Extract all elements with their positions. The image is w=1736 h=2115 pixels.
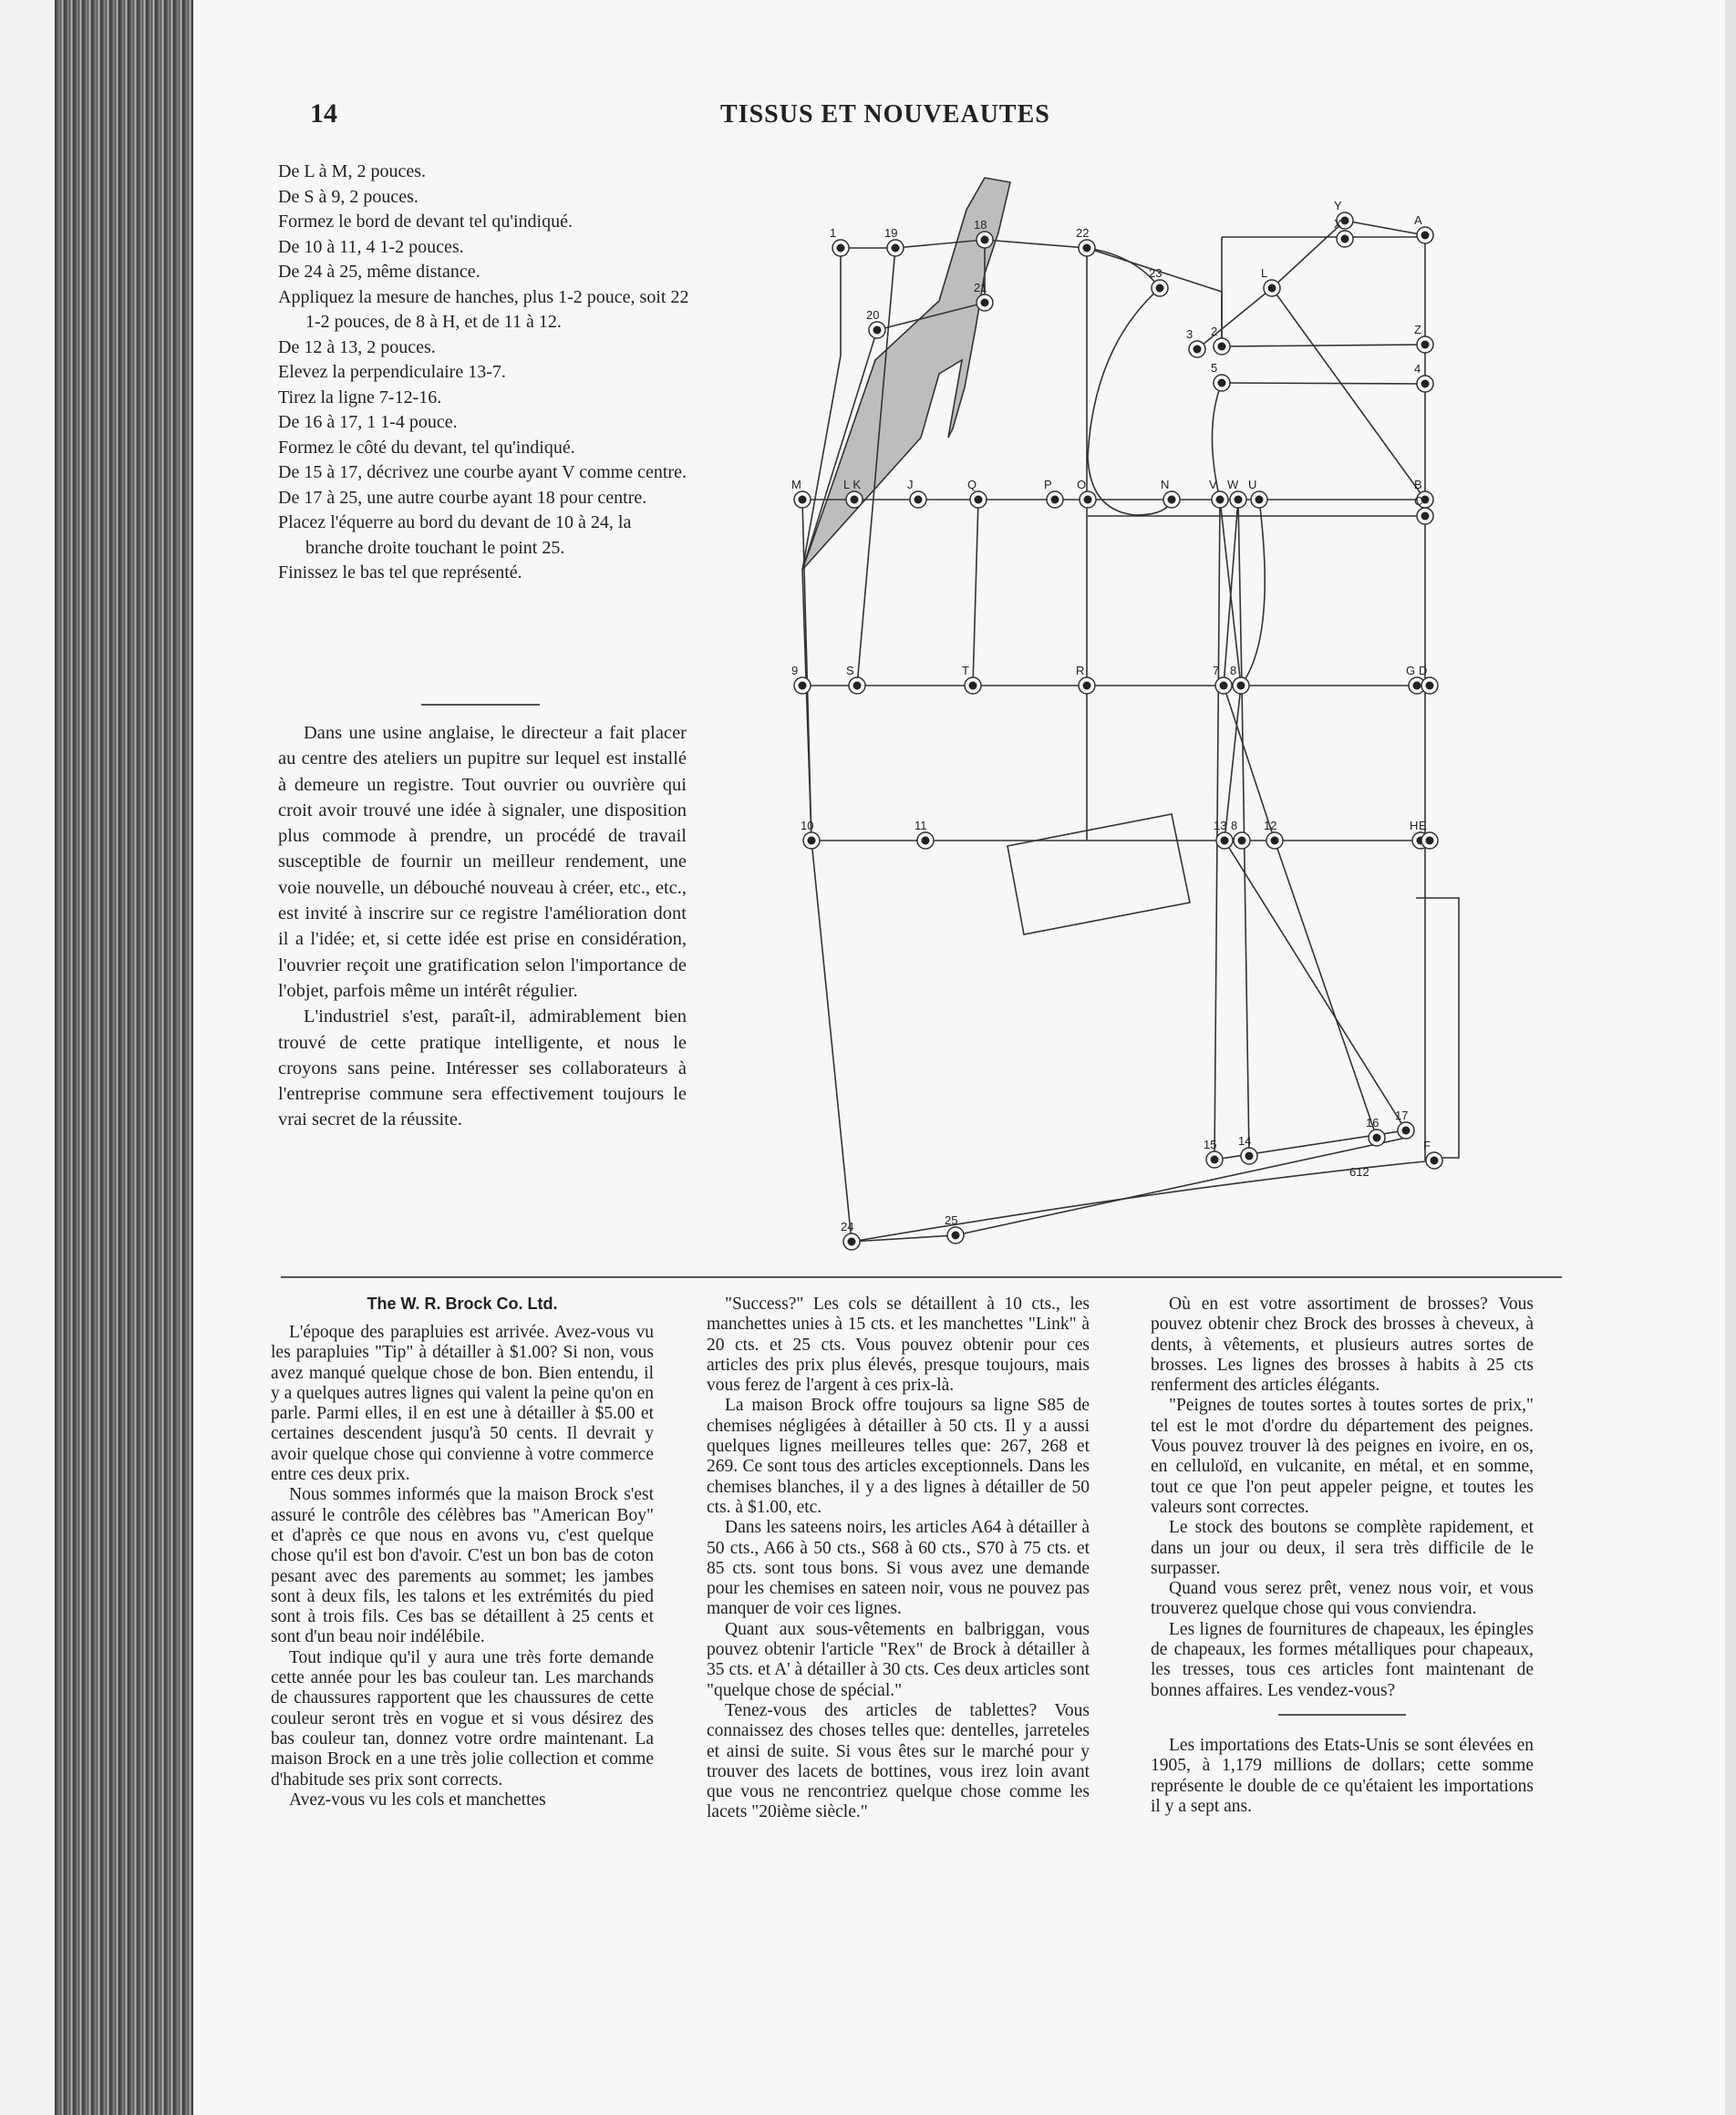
brock-column-1 <box>271 1295 654 1811</box>
pattern-point-label: C <box>1414 494 1423 508</box>
pattern-instructions <box>278 160 693 586</box>
article-paragraph: Le stock des boutons se complète rapidement, et dans un jour ou deux, il sera très difficile de le surpasser. <box>1151 1518 1534 1578</box>
pattern-point <box>914 819 934 849</box>
pattern-point-label: O <box>1077 478 1087 491</box>
instruction-step: Formez le bord de devant tel qu'indiqué. <box>278 212 573 232</box>
article-paragraph: Dans une usine anglaise, le directeur a fait placer au centre des ateliers un pupitre sur lequel est installé à demeure un registre. Tout ouvrier ou ouvrière qui croit avoir trouvé une idée à signaler, une disposition plus commode à prendre, un procédé de travail susceptible de fournir un meilleur rendement, une voie nouvelle, un débouché nouveau à créer, etc., etc., est invité à inscrire sur ce registre l'amélioration dont il a l'idée; et, si cette idée est prise en considération, l'ouvrier reçoit une gratification selon l'importance de l'objet, parfois même un intérêt régulier. <box>278 723 687 1001</box>
pattern-point-label: H <box>1410 819 1419 832</box>
instruction-step: Elevez la perpendiculaire 13-7. <box>278 362 506 382</box>
pattern-point-label: 1 <box>830 226 837 240</box>
pattern-point-label: 24 <box>841 1220 854 1233</box>
pattern-point-label: W <box>1227 478 1239 491</box>
pattern-point-label: 10 <box>801 819 814 832</box>
section-divider <box>281 1276 1562 1278</box>
pattern-point-label: 18 <box>974 218 987 232</box>
pattern-point-label: P <box>1044 478 1052 491</box>
pattern-point-label: M <box>791 478 801 491</box>
instruction-step: De S à 9, 2 pouces. <box>278 186 418 207</box>
article-paragraph: L'industriel s'est, paraît-il, admirablement bien trouvé de cette pratique intelligente, et nous le croyons sans peine. Intéresser ses collaborateurs à l'entreprise commune sera effectivement toujours le vrai secret de la réussite. <box>278 1006 687 1130</box>
pattern-point <box>1214 819 1233 849</box>
pattern-point-label: B <box>1414 478 1422 491</box>
instruction-step: De 10 à 11, 4 1-2 pouces. <box>278 236 464 257</box>
pattern-point <box>1414 323 1433 353</box>
article-paragraph: Tout indique qu'il y aura une très forte demande cette année pour les bas couleur tan. Les marchands de chaussures rapportent que les chaussures de cette couleur seront très en vogue et si vous désirez des bas couleur tan, donnez votre ordre maintenant. La maison Brock en a une très jolie collection et comme d'habitude ses prix sont corrects. <box>271 1647 654 1790</box>
pattern-point <box>967 478 987 508</box>
pattern-point-label: F <box>1423 1139 1431 1152</box>
pattern-point <box>1149 266 1168 296</box>
article-paragraph: Les lignes de fournitures de chapeaux, les épingles de chapeaux, les formes métalliques pour chapeaux, les tresses, tous ces articles font maintenant de bonnes affaires. Les vendez-vous? <box>1151 1619 1534 1700</box>
pattern-point-label: 14 <box>1238 1134 1252 1148</box>
article-paragraph: La maison Brock offre toujours sa ligne S85 de chemises négligées à détailler à 50 cts. Il y a aussi quelques lignes meilleures telles que: 267, 268 et 269. Ce sont tous des articles exceptionnels. Dans les chemises blanches, il y a des lignes à détailler de 50 cts. à $1.00, etc. <box>707 1396 1090 1517</box>
pattern-point-label: 15 <box>1204 1138 1217 1151</box>
pattern-point-label: S <box>846 664 854 677</box>
pattern-point <box>830 226 849 256</box>
pattern-point-label: 11 <box>914 819 927 832</box>
pattern-point <box>1395 1109 1414 1139</box>
pattern-point-label: 2 <box>1211 325 1218 338</box>
instruction-step: De L à M, 2 pouces. <box>278 161 426 181</box>
book-left-margin <box>0 0 55 2115</box>
pattern-point <box>907 478 926 508</box>
pattern-point-label: 23 <box>1149 266 1162 280</box>
short-divider <box>1278 1714 1406 1716</box>
pattern-point <box>1186 327 1205 357</box>
pattern-point-label: R <box>1076 664 1085 677</box>
pattern-point-label: L <box>1261 266 1268 280</box>
pattern-point <box>1414 213 1433 243</box>
instruction-step: De 12 à 13, 2 pouces. <box>278 336 436 357</box>
pattern-point-label: 21 <box>974 281 987 294</box>
pattern-point-label: 8 <box>1231 819 1238 832</box>
pattern-point-label: E <box>1419 819 1427 832</box>
article-paragraph: Nous sommes informés que la maison Brock s'est assuré le contrôle des célèbres bas "American Boy" et d'après ce que nous en avons vu, c'est quelque chose qu'il est bon d'avoir. C'est un bon bas de coton pesant avec des parements au sommet; les jambes sont à deux fils, les talons et les extrémités du pied sont à trois fils. Ces bas se détaillent à 25 cents et sont d'un beau noir indélébile. <box>271 1485 654 1647</box>
pattern-point <box>945 1213 964 1243</box>
instruction-step: De 24 à 25, même distance. <box>278 262 480 282</box>
brock-column-2 <box>707 1295 1090 1823</box>
pattern-point-label: 25 <box>945 1213 958 1227</box>
article-paragraph: Tenez-vous des articles de tablettes? Vous connaissez des choses telles que: dentelles, jarreteles et ainsi de suite. Si vous êtes sur le marché pour y trouver des lacets de bottines, vous irez loin avant que vous ne rencontriez quelque chose comme les lacets "20ième siècle." <box>707 1700 1090 1822</box>
pattern-point-label: D <box>1419 664 1428 677</box>
pattern-point <box>1414 362 1433 392</box>
pattern-point-label: Q <box>967 478 977 491</box>
article-paragraph: Quand vous serez prêt, venez nous voir, et vous trouverez quelque chose qui vous conviendra. <box>1151 1579 1534 1619</box>
pattern-point-label: A <box>1414 213 1422 227</box>
pattern-point <box>1044 478 1063 508</box>
article-paragraph: Les importations des Etats-Unis se sont élevées en 1905, à 1,179 millions de dollars; cette somme représente le double de ce qu'étaient les importations il y a sept ans. <box>1151 1735 1534 1816</box>
pattern-point-label: 5 <box>1211 361 1218 375</box>
pattern-point <box>1204 1138 1223 1168</box>
brock-column-3 <box>1151 1295 1534 1817</box>
instruction-step: Tirez la ligne 7-12-16. <box>278 387 442 408</box>
pattern-point <box>1238 1134 1257 1164</box>
pattern-point-label: 17 <box>1395 1109 1409 1122</box>
article-paragraph: Dans les sateens noirs, les articles A64 à détailler à 50 cts., A66 à 50 cts., S68 à 60 cts., S70 à 75 cts. et 85 cts. sont tous bons. Si vous avez une demande pour les chemises en sateen noir, vous ne pouvez pas manquer de voir ces lignes. <box>707 1518 1090 1619</box>
pattern-point-label: 4 <box>1414 362 1421 376</box>
pattern-point <box>1209 478 1228 508</box>
pattern-point-label: 3 <box>1186 327 1194 341</box>
pattern-point-label: 20 <box>866 308 880 322</box>
pattern-point <box>1423 1139 1442 1169</box>
pattern-point-label: V <box>1209 478 1217 491</box>
running-head: TISSUS ET NOUVEAUTES <box>720 100 1050 129</box>
pattern-point <box>866 308 885 338</box>
pattern-point <box>1076 226 1095 256</box>
pattern-point-label: N <box>1161 478 1170 491</box>
pattern-point-label: Z <box>1414 323 1421 336</box>
pattern-point <box>1211 325 1230 355</box>
page-number: 14 <box>310 98 337 129</box>
garment-pattern-diagram <box>784 169 1463 1263</box>
article-paragraph: L'époque des parapluies est arrivée. Avez-vous vu les parapluies "Tip" à détailler à $1.00? Si non, vous avez manqué quelque chose de bon. Bien entendu, il y a quelques autres lignes qui valent la peine qu'on en parle. Parmi elles, il en est une à détailler à $5.00 et certaines descendent jusqu'à 50 cents. Il devrait y avoir quelque chose qui convienne à votre commerce entre ces deux prix. <box>271 1323 654 1485</box>
instruction-step: Formez le côté du devant, tel qu'indiqué. <box>278 437 575 458</box>
article-paragraph: Où en est votre assortiment de brosses? Vous pouvez obtenir chez Brock des brosses à cheveux, à dents, à vêtements, et plusieurs autres sortes de brosses. Les lignes des brosses à habits à 25 cts renferment des articles élégants. <box>1151 1295 1534 1396</box>
short-divider <box>421 704 540 706</box>
pattern-point-label: 16 <box>1366 1116 1380 1130</box>
pattern-point-label: 19 <box>884 226 898 240</box>
article-paragraph: Avez-vous vu les cols et manchettes <box>289 1790 546 1810</box>
pattern-point-label: 8 <box>1230 664 1237 677</box>
pattern-point-label: G <box>1406 664 1416 677</box>
instruction-step: De 16 à 17, 1 1-4 pouce. <box>278 412 458 432</box>
article-heading: The W. R. Brock Co. Ltd. <box>367 1295 558 1313</box>
pattern-point-label: L K <box>843 478 862 491</box>
pattern-point <box>1211 361 1230 391</box>
pattern-point <box>1227 478 1246 508</box>
instruction-step: De 17 à 25, une autre courbe ayant 18 pour centre. <box>278 487 647 508</box>
pattern-point <box>1264 819 1283 849</box>
instruction-step: Finissez le bas tel que représenté. <box>278 562 522 583</box>
factory-suggestion-article <box>278 720 687 1133</box>
pattern-point <box>884 226 904 256</box>
article-paragraph: Quant aux sous-vêtements en balbriggan, vous pouvez obtenir l'article "Rex" de Brock à détailler à 35 cts. et A' à détailler à 30 cts. Ces deux articles sont "quelque chose de spécial." <box>707 1619 1090 1700</box>
instruction-step: Placez l'équerre au bord du devant de 10 à 24, la branche droite touchant le point 25. <box>278 512 632 558</box>
pattern-point <box>1261 266 1280 296</box>
pattern-point <box>1248 478 1267 508</box>
article-paragraph: "Success?" Les cols se détaillent à 10 cts., les manchettes unies à 15 cts. et les manchettes "Link" à 20 cts. et 25 cts. Vous pouvez obtenir pour ces articles des prix plus élevés, presque toujours, mais vous ferez de l'argent à ces prix-là. <box>707 1295 1090 1396</box>
pattern-point-label: 7 <box>1213 664 1220 677</box>
instruction-step: Appliquez la mesure de hanches, plus 1-2 pouce, soit 22 1-2 pouces, de 8 à H, et de 11 à 12. <box>278 286 689 332</box>
instruction-step: De 15 à 17, décrivez une courbe ayant V comme centre. <box>278 462 687 482</box>
pattern-point <box>1161 478 1180 508</box>
pattern-point-label: X <box>1334 217 1342 231</box>
pattern-point-label: J <box>907 478 914 491</box>
pattern-point <box>791 664 811 694</box>
pattern-point-label: 13 <box>1214 819 1227 832</box>
pattern-point <box>1366 1116 1385 1146</box>
pattern-point <box>962 664 981 694</box>
pattern-point-label: 22 <box>1076 226 1090 240</box>
pattern-point <box>846 664 865 694</box>
article-paragraph: "Peignes de toutes sortes à toutes sortes de prix," tel est le mot d'ordre du département des peignes. Vous pouvez trouver là des peignes en ivoire, en os, en celluloïd, en vulcanite, en métal, et en somme, tout ce que l'on peut appeler peigne, et toutes les valeurs sont correctes. <box>1151 1396 1534 1517</box>
pattern-point-label: 12 <box>1264 819 1277 832</box>
pattern-point <box>801 819 820 849</box>
pattern-point-label: Y <box>1334 199 1342 212</box>
pattern-point <box>1076 664 1095 694</box>
pattern-small-label: 612 <box>1349 1165 1369 1179</box>
pattern-point <box>1231 819 1250 849</box>
pattern-point <box>841 1220 860 1250</box>
pattern-point-label: 9 <box>791 664 799 677</box>
pattern-point-label: U <box>1248 478 1257 491</box>
pattern-point <box>791 478 811 508</box>
pattern-point <box>1213 664 1232 694</box>
pattern-point-label: T <box>962 664 969 677</box>
